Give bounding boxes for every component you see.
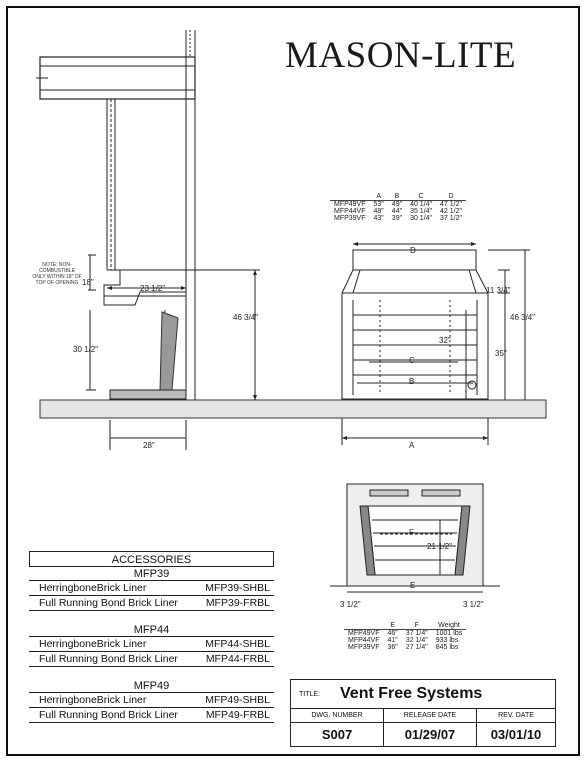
table-cell: 32 1/4" xyxy=(405,637,428,644)
release-date: 01/29/07 xyxy=(384,723,477,746)
dim-label-e: E xyxy=(410,581,416,590)
title-label: TITLE: xyxy=(299,690,321,698)
table-cell: 37 1/4" xyxy=(405,630,428,637)
table-cell: 1001 lbs xyxy=(435,630,463,637)
dim-32: 32" xyxy=(439,336,451,345)
accessory-code: MFP44-SHBL xyxy=(205,638,270,650)
table-cell: 48" xyxy=(373,208,384,215)
title-block xyxy=(290,679,556,747)
accessory-row xyxy=(29,637,274,652)
dim-21-5: 21 1/2" xyxy=(427,542,453,551)
accessory-row xyxy=(29,693,274,708)
table-cell: 49" xyxy=(391,201,403,208)
table-cell: 42 1/2" xyxy=(440,208,462,215)
model-dimensions-table xyxy=(330,193,466,222)
accessory-name: HerringboneBrick Liner xyxy=(39,582,147,594)
accessory-group-model: MFP39 xyxy=(29,567,274,581)
table-cell: MFP39VF xyxy=(348,644,380,651)
accessory-row xyxy=(29,708,274,723)
table-header-cell: Weight xyxy=(438,622,460,629)
dim-23-5: 23 1/2" xyxy=(140,284,166,293)
accessory-code: MFP49-SHBL xyxy=(205,694,270,706)
release-date-label: RELEASE DATE xyxy=(384,709,477,722)
table-cell: 37 1/2" xyxy=(440,215,462,222)
table-header-cell: C xyxy=(418,193,424,200)
table-cell: 39" xyxy=(391,215,403,222)
accessory-row xyxy=(29,652,274,667)
table-header-cell: E xyxy=(390,622,395,629)
dim-35: 35" xyxy=(495,349,507,358)
brand-logo: MASON-LITE xyxy=(285,35,517,76)
table-cell: 35 1/4" xyxy=(410,208,433,215)
accessory-name: Full Running Bond Brick Liner xyxy=(39,597,178,609)
accessory-row xyxy=(29,581,274,596)
rev-date-label: REV. DATE xyxy=(498,712,534,719)
accessory-name: Full Running Bond Brick Liner xyxy=(39,709,178,721)
table-cell: MFP44VF xyxy=(348,637,380,644)
table-cell: MFP44VF xyxy=(334,208,366,215)
table-cell: 43" xyxy=(373,215,384,222)
dwg-number: S007 xyxy=(291,723,384,746)
table-row xyxy=(344,644,466,651)
drawing-title: Vent Free Systems xyxy=(340,685,483,702)
table-header-cell: B xyxy=(394,193,400,200)
dim-label-f: F xyxy=(409,528,414,537)
dim-18: 18" xyxy=(82,278,94,287)
accessory-code: MFP39-FRBL xyxy=(205,597,270,609)
dim-left-3-5: 3 1/2" xyxy=(340,600,361,609)
non-combustible-note: NOTE: NON-COMBUSTIBLE ONLY WITHIN 18" OF TOP OF OPENING xyxy=(32,262,82,286)
table-row xyxy=(344,637,466,644)
accessories-table xyxy=(29,551,274,723)
table-cell: MFP49VF xyxy=(348,630,380,637)
table-header-cell xyxy=(330,193,370,201)
table-cell: 36" xyxy=(387,644,398,651)
table-cell: 41" xyxy=(387,637,398,644)
table-header-cell: F xyxy=(414,622,419,629)
table-cell: MFP39VF xyxy=(334,215,366,222)
accessories-heading: ACCESSORIES xyxy=(29,551,274,567)
table-cell: 40 1/4" xyxy=(410,201,433,208)
table-cell: MFP49VF xyxy=(334,201,366,208)
table-cell: 47 1/2" xyxy=(440,201,462,208)
dim-label-c: C xyxy=(409,356,415,365)
dim-label-b: B xyxy=(409,377,415,386)
model-weight-table xyxy=(344,622,466,651)
table-row xyxy=(330,201,466,209)
dwg-number-label: DWG. NUMBER xyxy=(291,709,384,722)
accessory-name: HerringboneBrick Liner xyxy=(39,694,147,706)
table-cell: 46" xyxy=(387,630,398,637)
table-cell: 845 lbs xyxy=(435,644,459,651)
table-cell: 30 1/4" xyxy=(410,215,433,222)
rev-date: 03/01/10 xyxy=(490,727,542,742)
dim-28: 28" xyxy=(143,441,155,450)
accessory-code: MFP44-FRBL xyxy=(205,653,270,665)
table-cell: 933 lbs xyxy=(435,637,459,644)
table-header-cell: A xyxy=(376,193,381,200)
accessory-name: HerringboneBrick Liner xyxy=(39,638,147,650)
dim-label-a: A xyxy=(409,441,415,450)
accessory-name: Full Running Bond Brick Liner xyxy=(39,653,178,665)
dim-11-75: 11 3/4" xyxy=(486,286,511,295)
dim-front-46-75: 46 3/4" xyxy=(510,313,536,322)
table-row xyxy=(330,208,466,215)
accessory-code: MFP49-FRBL xyxy=(205,709,270,721)
table-cell: 27 1/4" xyxy=(405,644,428,651)
table-row xyxy=(344,630,466,638)
table-cell: 53" xyxy=(373,201,384,208)
table-row xyxy=(330,215,466,222)
table-header-cell xyxy=(344,622,384,630)
table-cell: 44" xyxy=(391,208,403,215)
dim-right-3-5: 3 1/2" xyxy=(463,600,484,609)
accessory-group-model: MFP49 xyxy=(29,679,274,693)
accessory-row xyxy=(29,596,274,611)
accessory-group-model: MFP44 xyxy=(29,623,274,637)
table-header-cell: D xyxy=(448,193,454,200)
accessory-code: MFP39-SHBL xyxy=(205,582,270,594)
dim-side-46-75: 46 3/4" xyxy=(233,313,259,322)
dim-label-d: D xyxy=(410,246,416,255)
dim-30-5: 30 1/2" xyxy=(73,345,99,354)
